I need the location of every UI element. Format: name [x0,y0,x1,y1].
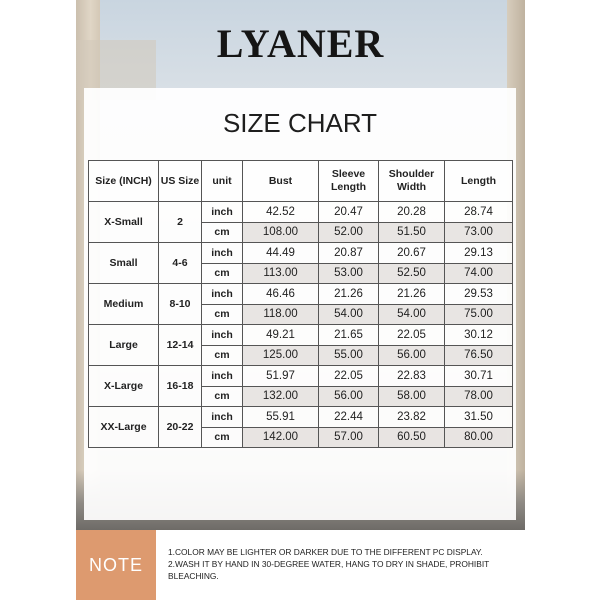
shoulder-width-cell: 60.50 [379,427,445,448]
shoulder-width-cell: 23.82 [379,407,445,428]
table-header-row [89,161,513,202]
size-name-cell: Large [89,325,159,366]
shoulder-width-cell: 20.28 [379,202,445,223]
length-cell: 29.53 [445,284,513,305]
length-cell: 78.00 [445,386,513,407]
us-size-cell: 16-18 [159,366,202,407]
note-label: NOTE [76,530,156,600]
unit-cell: cm [202,345,243,366]
table-row [89,325,513,346]
size-name-cell: X-Small [89,202,159,243]
size-table-body [89,202,513,448]
sleeve-length-cell: 56.00 [319,386,379,407]
note-line: 2.WASH IT BY HAND IN 30-DEGREE WATER, HANG TO DRY IN SHADE, PROHIBIT BLEACHING. [168,559,490,581]
unit-cell: inch [202,284,243,305]
note-text [168,546,520,582]
bust-cell: 55.91 [243,407,319,428]
shoulder-width-cell: 54.00 [379,304,445,325]
header-us-size: US Size [159,161,202,202]
length-cell: 30.12 [445,325,513,346]
header-unit: unit [202,161,243,202]
unit-cell: inch [202,325,243,346]
length-cell: 28.74 [445,202,513,223]
unit-cell: inch [202,243,243,264]
bust-cell: 125.00 [243,345,319,366]
table-row [89,243,513,264]
sleeve-length-cell: 20.47 [319,202,379,223]
bust-cell: 46.46 [243,284,319,305]
unit-cell: cm [202,427,243,448]
size-name-cell: XX-Large [89,407,159,448]
sleeve-length-cell: 52.00 [319,222,379,243]
brand-logo: LYANER [216,21,385,66]
table-row [89,366,513,387]
us-size-cell: 20-22 [159,407,202,448]
unit-cell: inch [202,202,243,223]
us-size-cell: 8-10 [159,284,202,325]
bust-cell: 42.52 [243,202,319,223]
unit-cell: inch [202,366,243,387]
size-name-cell: Small [89,243,159,284]
length-cell: 74.00 [445,263,513,284]
sleeve-length-cell: 21.26 [319,284,379,305]
length-cell: 30.71 [445,366,513,387]
unit-cell: inch [202,407,243,428]
sleeve-length-cell: 55.00 [319,345,379,366]
table-row [89,407,513,428]
us-size-cell: 4-6 [159,243,202,284]
size-name-cell: Medium [89,284,159,325]
shoulder-width-cell: 22.83 [379,366,445,387]
bust-cell: 142.00 [243,427,319,448]
bust-cell: 113.00 [243,263,319,284]
unit-cell: cm [202,386,243,407]
shoulder-width-cell: 20.67 [379,243,445,264]
chart-title: SIZE CHART [222,108,378,138]
sleeve-length-cell: 20.87 [319,243,379,264]
sleeve-length-cell: 21.65 [319,325,379,346]
header-sleeve-length: Sleeve Length [319,161,379,202]
sleeve-length-cell: 22.44 [319,407,379,428]
sleeve-length-cell: 53.00 [319,263,379,284]
bust-cell: 44.49 [243,243,319,264]
bust-cell: 118.00 [243,304,319,325]
sleeve-length-cell: 57.00 [319,427,379,448]
shoulder-width-cell: 21.26 [379,284,445,305]
size-chart-panel [84,88,516,520]
table-row [89,284,513,305]
header-bust: Bust [243,161,319,202]
unit-cell: cm [202,304,243,325]
length-cell: 80.00 [445,427,513,448]
length-cell: 29.13 [445,243,513,264]
bust-cell: 132.00 [243,386,319,407]
note-bar [76,530,525,600]
length-cell: 75.00 [445,304,513,325]
header-shoulder-width: Shoulder Width [379,161,445,202]
bust-cell: 51.97 [243,366,319,387]
length-cell: 31.50 [445,407,513,428]
table-row [89,202,513,223]
shoulder-width-cell: 52.50 [379,263,445,284]
shoulder-width-cell: 58.00 [379,386,445,407]
shoulder-width-cell: 22.05 [379,325,445,346]
shoulder-width-cell: 56.00 [379,345,445,366]
size-table [88,160,513,448]
size-chart-image [76,0,525,600]
size-name-cell: X-Large [89,366,159,407]
note-line: 1.COLOR MAY BE LIGHTER OR DARKER DUE TO THE DIFFERENT PC DISPLAY. [168,547,483,557]
shoulder-width-cell: 51.50 [379,222,445,243]
header-length: Length [445,161,513,202]
sleeve-length-cell: 22.05 [319,366,379,387]
length-cell: 73.00 [445,222,513,243]
sleeve-length-cell: 54.00 [319,304,379,325]
unit-cell: cm [202,222,243,243]
bust-cell: 108.00 [243,222,319,243]
us-size-cell: 2 [159,202,202,243]
length-cell: 76.50 [445,345,513,366]
header-size: Size (INCH) [89,161,159,202]
us-size-cell: 12-14 [159,325,202,366]
unit-cell: cm [202,263,243,284]
bust-cell: 49.21 [243,325,319,346]
